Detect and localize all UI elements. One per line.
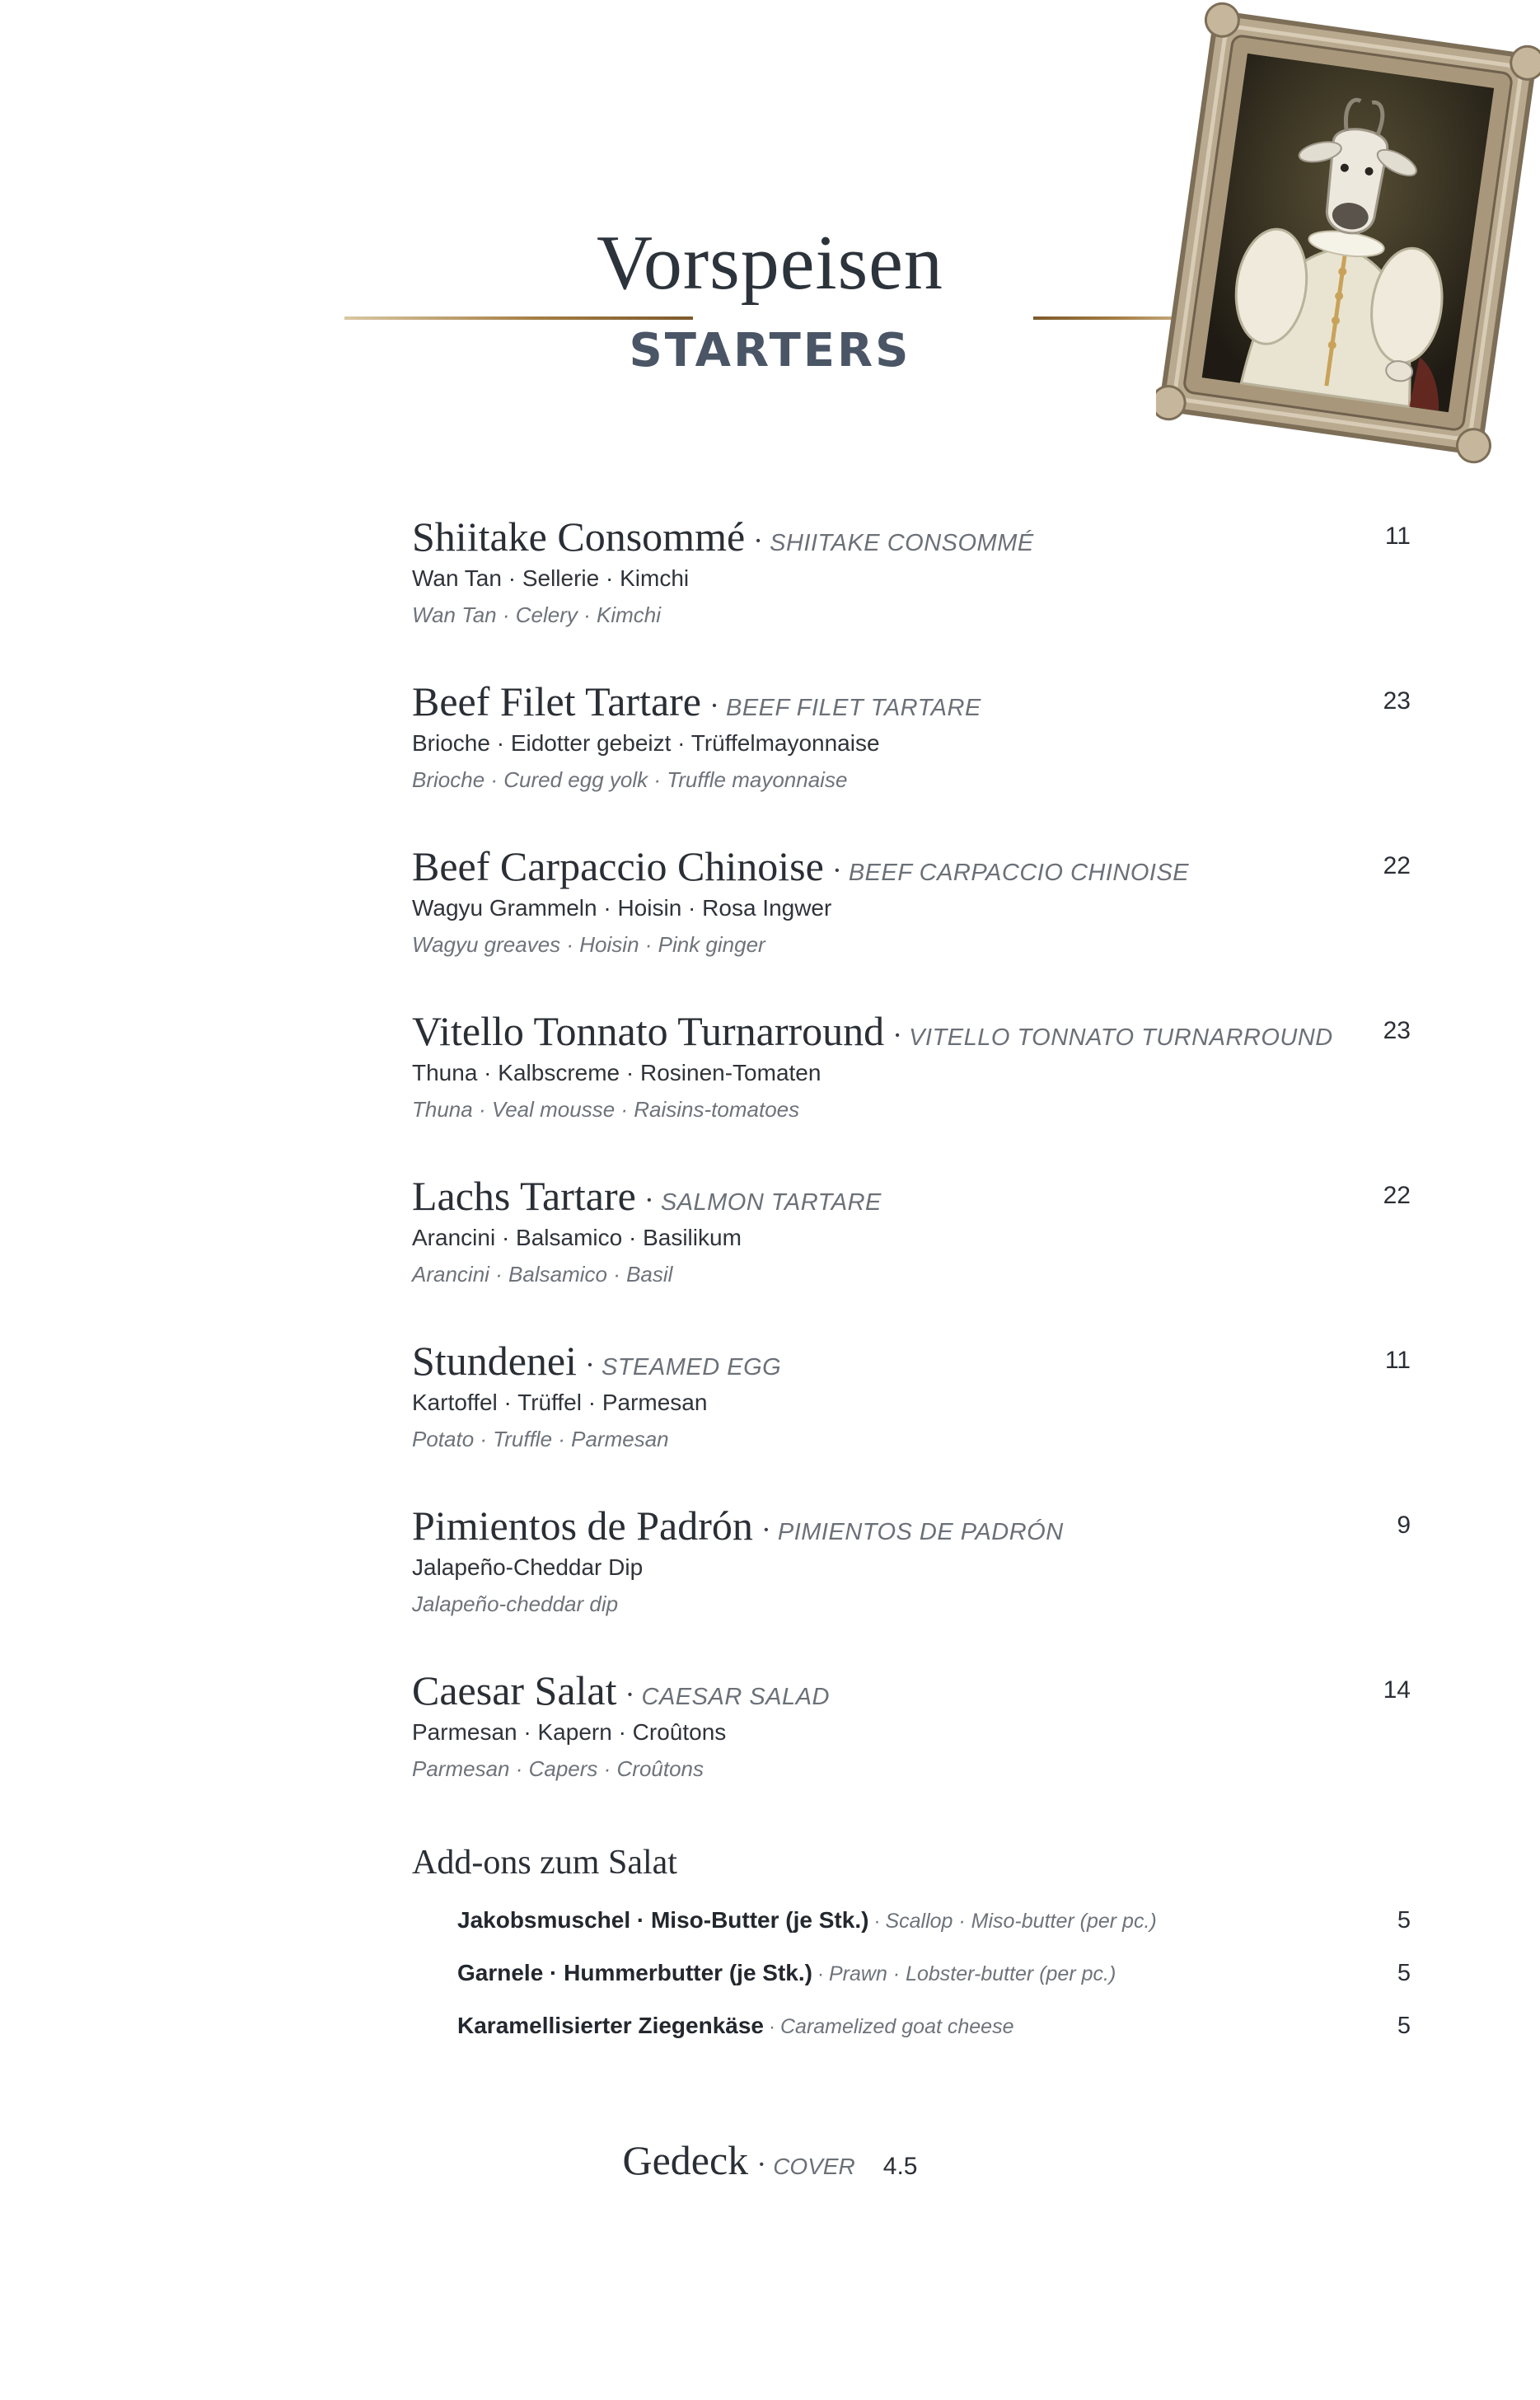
menu-item-separator: ·	[584, 1348, 595, 1381]
menu-item-name-en: VITELLO TONNATO TURNARROUND	[909, 1024, 1333, 1051]
menu-item-header	[412, 1005, 1411, 1057]
menu-item	[412, 1170, 1411, 1335]
menu-item-name-de: Beef Carpaccio Chinoise	[412, 843, 824, 889]
addon-price: 5	[1397, 1907, 1411, 1934]
addon-price: 5	[1397, 2013, 1411, 2039]
menu-item-description-de: Parmesan · Kapern · Croûtons	[412, 1719, 727, 1745]
menu-item-name-en: CAESAR SALAD	[641, 1684, 830, 1710]
menu-item-name-en: SHIITAKE CONSOMMÉ	[770, 530, 1034, 556]
menu-item-name-de: Shiitake Consommé	[412, 513, 746, 560]
addon-item	[457, 1999, 1411, 2052]
cover-separator: ·	[756, 2148, 767, 2181]
menu-item-name-de: Vitello Tonnato Turnarround	[412, 1008, 885, 1054]
menu-item-separator: ·	[761, 1513, 771, 1546]
menu-item-name-de: Beef Filet Tartare	[412, 678, 701, 724]
menu-item-header	[412, 841, 1411, 892]
menu-item-name-de: Lachs Tartare	[412, 1173, 636, 1219]
menu-item-description-en: Brioche · Cured egg yolk · Truffle mayonnaise	[412, 767, 848, 792]
menu-item	[412, 1500, 1411, 1665]
menu-item-header	[412, 1170, 1411, 1221]
menu-item-name-en: PIMIENTOS DE PADRÓN	[777, 1519, 1064, 1545]
addon-name-en: Caramelized goat cheese	[779, 2015, 1014, 2038]
menu-item-separator: ·	[709, 689, 719, 722]
menu-item-description-en: Parmesan · Capers · Croûtons	[412, 1756, 704, 1781]
menu-item-name-de: Stundenei	[412, 1338, 577, 1384]
menu-item-description-de: Brioche · Eidotter gebeizt · Trüffelmayonnaise	[412, 730, 880, 756]
menu-item-price: 22	[1383, 852, 1411, 879]
menu-item-description-de: Wan Tan · Sellerie · Kimchi	[412, 565, 690, 591]
cover-price: 4.5	[882, 2153, 918, 2180]
menu-item	[412, 1335, 1411, 1500]
menu-item	[412, 676, 1411, 841]
menu-item-header	[412, 1665, 1411, 1716]
framed-portrait-cow-icon	[1156, 0, 1540, 466]
menu-item-separator: ·	[831, 854, 842, 887]
menu-item-name-de: Pimientos de Padrón	[412, 1502, 753, 1549]
addon-separator: ·	[873, 1910, 881, 1933]
menu-item-separator: ·	[644, 1184, 654, 1216]
addons-list	[412, 1894, 1411, 2052]
menu-item-price: 11	[1384, 523, 1411, 550]
menu-item-separator: ·	[892, 1019, 903, 1052]
addon-name-de: Karamellisierter Ziegenkäse	[457, 2013, 764, 2038]
menu-item-description-de: Thuna · Kalbscreme · Rosinen-Tomaten	[412, 1060, 821, 1085]
menu-item-name-en: SALMON TARTARE	[660, 1189, 882, 1216]
addon-name-de: Garnele · Hummerbutter (je Stk.)	[457, 1960, 812, 1985]
menu-item-description-de: Arancini · Balsamico · Basilikum	[412, 1225, 742, 1250]
page-subtitle: STARTERS	[629, 324, 911, 377]
addon-price: 5	[1397, 1960, 1411, 1986]
addons-section	[412, 1840, 1411, 2052]
menu-item-description-en: Wan Tan · Celery · Kimchi	[412, 602, 661, 627]
addons-title: Add-ons zum Salat	[412, 1844, 677, 1882]
menu-item-description-en: Thuna · Veal mousse · Raisins-tomatoes	[412, 1097, 800, 1122]
title-rule-left	[344, 316, 693, 320]
menu-item-description-de: Kartoffel · Trüffel · Parmesan	[412, 1390, 708, 1415]
menu-list	[412, 511, 1411, 1830]
menu-item	[412, 511, 1411, 676]
menu-item-description-de: Wagyu Grammeln · Hoisin · Rosa Ingwer	[412, 895, 832, 921]
menu-item-separator: ·	[625, 1678, 635, 1711]
menu-item	[412, 1005, 1411, 1170]
menu-item-name-en: BEEF FILET TARTARE	[725, 695, 981, 721]
menu-item-description-de: Jalapeño-Cheddar Dip	[412, 1554, 644, 1580]
menu-item-name-en: BEEF CARPACCIO CHINOISE	[848, 860, 1190, 886]
cover-name-en: COVER	[773, 2154, 855, 2179]
page-title: Vorspeisen	[597, 220, 943, 306]
addon-item	[457, 1947, 1411, 1999]
menu-item-price: 9	[1397, 1512, 1411, 1539]
menu-item	[412, 1665, 1411, 1830]
cover-name-de: Gedeck	[622, 2137, 749, 2183]
menu-item-header	[412, 676, 1411, 727]
menu-item-header	[412, 1335, 1411, 1386]
addon-separator: ·	[817, 1963, 824, 1985]
addon-name-de: Jakobsmuschel · Miso-Butter (je Stk.)	[457, 1907, 869, 1933]
menu-item-name-de: Caesar Salat	[412, 1667, 617, 1713]
addon-name-en: Scallop · Miso-butter (per pc.)	[885, 1910, 1157, 1933]
menu-item-price: 23	[1383, 1017, 1411, 1044]
menu-item	[412, 841, 1411, 1005]
menu-item-name-en: STEAMED EGG	[601, 1354, 782, 1380]
cover-charge	[0, 2136, 1540, 2184]
menu-item-description-en: Jalapeño-cheddar dip	[412, 1591, 619, 1616]
menu-item-description-en: Potato · Truffle · Parmesan	[412, 1427, 669, 1451]
menu-item-price: 11	[1384, 1347, 1411, 1374]
addon-item	[457, 1894, 1411, 1947]
menu-item-header	[412, 511, 1411, 562]
menu-item-price: 14	[1383, 1676, 1411, 1704]
menu-item-description-en: Wagyu greaves · Hoisin · Pink ginger	[412, 932, 765, 957]
menu-item-price: 22	[1383, 1182, 1411, 1209]
addon-name-en: Prawn · Lobster-butter (per pc.)	[828, 1962, 1116, 1985]
menu-item-price: 23	[1383, 687, 1411, 715]
menu-item-separator: ·	[753, 524, 764, 557]
menu-item-description-en: Arancini · Balsamico · Basil	[412, 1262, 673, 1287]
menu-item-header	[412, 1500, 1411, 1551]
addon-separator: ·	[768, 2016, 775, 2038]
